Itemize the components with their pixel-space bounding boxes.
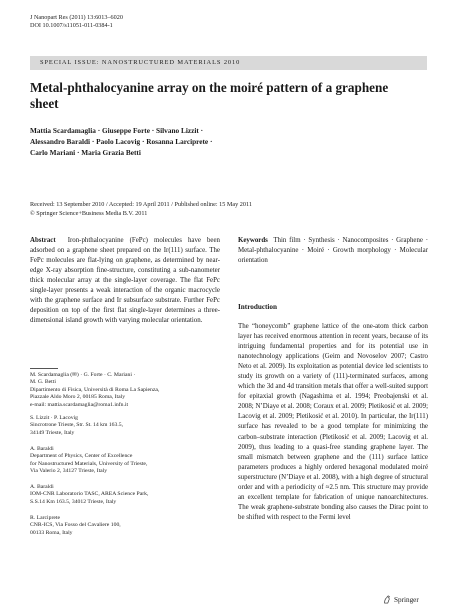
publisher-name: Springer <box>394 595 419 604</box>
journal-citation: J Nanopart Res (2011) 13:6013–6020 <box>30 14 123 21</box>
affiliation-line: IOM-CNR Laboratorio TASC, AREA Science Park, <box>30 491 149 498</box>
special-issue-banner: SPECIAL ISSUE: NANOSTRUCTURED MATERIALS 2010 <box>30 56 427 70</box>
affiliation-line: M. G. Betti <box>30 379 56 386</box>
affiliation-line: S. Lizzit · P. Lacovig <box>30 415 79 421</box>
abstract-text: Iron-phthalocyanine (FePc) molecules have been adsorbed on a graphene sheet prepared on the Ir(111) surface. The FePc molecules are flat-lying on graphene, as determined by near-edge X-ray absorption fine-structure, constituting a sub-nanometer thick molecular array at the single-layer coverage. The flat FePc single-layer presents a weak interaction of the organic macrocycle with the graphene surface and Ir subsurface substrate. Further FePc deposition on top of the first flat single-layer determines a three-dimensional island growth with varying molecular orientation. <box>30 237 220 325</box>
journal-reference <box>30 14 123 30</box>
keywords-section <box>238 236 428 266</box>
history-dates: Received: 13 September 2010 / Accepted: 19 April 2011 / Published online: 15 May 2011 <box>30 201 252 208</box>
affiliation-line: A. Baraldi <box>30 446 54 452</box>
affiliation-line: 34149 Trieste, Italy <box>30 429 75 436</box>
affiliation-line: R. Larciprete <box>30 515 61 521</box>
article-title: Metal-phthalocyanine array on the moiré pattern of a graphene sheet <box>30 80 389 111</box>
author-line: Alessandro Baraldi · Paolo Lacovig · Rosanna Larciprete · <box>30 137 213 147</box>
affiliation-line: A. Baraldi <box>30 484 54 490</box>
publication-dates <box>30 201 430 218</box>
affiliation-divider <box>30 368 58 369</box>
affiliation-email[interactable]: e-mail: mattia.scardamaglia@roma1.infn.it <box>30 401 129 408</box>
keywords-text: Thin film · Synthesis · Nanocomposites · Graphene · Metal-phthalocyanine · Moiré · Growth morphology · Molecular orientation <box>238 237 428 265</box>
affiliation-line: S.S.14 Km 163.5, 34012 Trieste, Italy <box>30 498 117 505</box>
affiliation-line: M. Scardamaglia (✉) · G. Forte · C. Mariani · <box>30 372 136 378</box>
copyright-line: © Springer Science+Business Media B.V. 2011 <box>30 209 148 217</box>
affiliation-line: 00133 Roma, Italy <box>30 529 73 536</box>
keywords-label: Keywords <box>238 237 268 244</box>
affiliation-line: Department of Physics, Center of Excellence <box>30 453 133 460</box>
introduction-heading: Introduction <box>238 303 278 311</box>
affiliation-line: CNR-ICS, Via Fosso del Cavaliere 100, <box>30 522 121 529</box>
affiliation-block <box>30 484 220 506</box>
affiliation-block <box>30 415 220 437</box>
springer-horse-icon <box>383 595 391 604</box>
abstract-section <box>30 236 220 326</box>
publisher-logo <box>383 595 419 604</box>
affiliation-block <box>30 372 220 409</box>
abstract-label: Abstract <box>30 237 56 244</box>
affiliation-line: Piazzale Aldo Moro 2, 00185 Roma, Italy <box>30 394 126 401</box>
author-line: Carlo Mariani · Maria Grazia Betti <box>30 148 141 158</box>
affiliation-block <box>30 515 220 537</box>
affiliation-line: for Nanostructured Materials, University of Trieste, <box>30 460 148 467</box>
affiliation-block <box>30 446 220 476</box>
doi: DOI 10.1007/s11051-011-0384-1 <box>30 22 113 29</box>
author-line: Mattia Scardamaglia · Giuseppe Forte · Silvano Lizzit · <box>30 126 204 135</box>
affiliation-line: Dipartimento di Fisica, Università di Roma La Sapienza, <box>30 386 160 393</box>
affiliation-line: Sincrotrone Trieste, Str. St. 14 km 163.5, <box>30 422 124 429</box>
affiliation-line: Via Valerio 2, 34127 Trieste, Italy <box>30 468 108 475</box>
introduction-text: The “honeycomb” graphene lattice of the one-atom thick carbon layer has received enormous attention in recent years, because of its intriguing fundamental properties and for its potential use in nanotechnology applications (Geim and Novoselov 2007; Castro Neto et al. 2009). Its exploitation as potential device led scientists to study its growth on a variety of (111)-terminated surfaces, among which the 3d and 4d transition metals that offer a well-suited support for epitaxial growth (Nagashima et al. 1994; Preobajenski et al. 2008; N’Diaye et al. 2008; Coraux et al. 2009; Pletikosić et al. 2009; Lacovig et al. 2009; Pletikosić et al. 2010). In particular, the Ir(111) surface has revealed to be a good template for minimizing the carbon–substrate interaction (Pletikosić et al. 2009; Lacovig et al. 2009), thus leading to a quasi-free standing graphene layer. The small mismatch between graphene and the (111) surface lattice parameters produces a highly ordered hexagonal modulated moiré superstructure (N’Diaye et al. 2008), with a high degree of structural order and with a periodicity of ≈2.5 nm. This structure may provide an excellent template for fabrication of unique nanoarchitectures. The weak graphene-substrate bonding also causes the Dirac point to be shifted with respect to the Fermi level <box>238 323 428 521</box>
author-list <box>30 125 390 159</box>
